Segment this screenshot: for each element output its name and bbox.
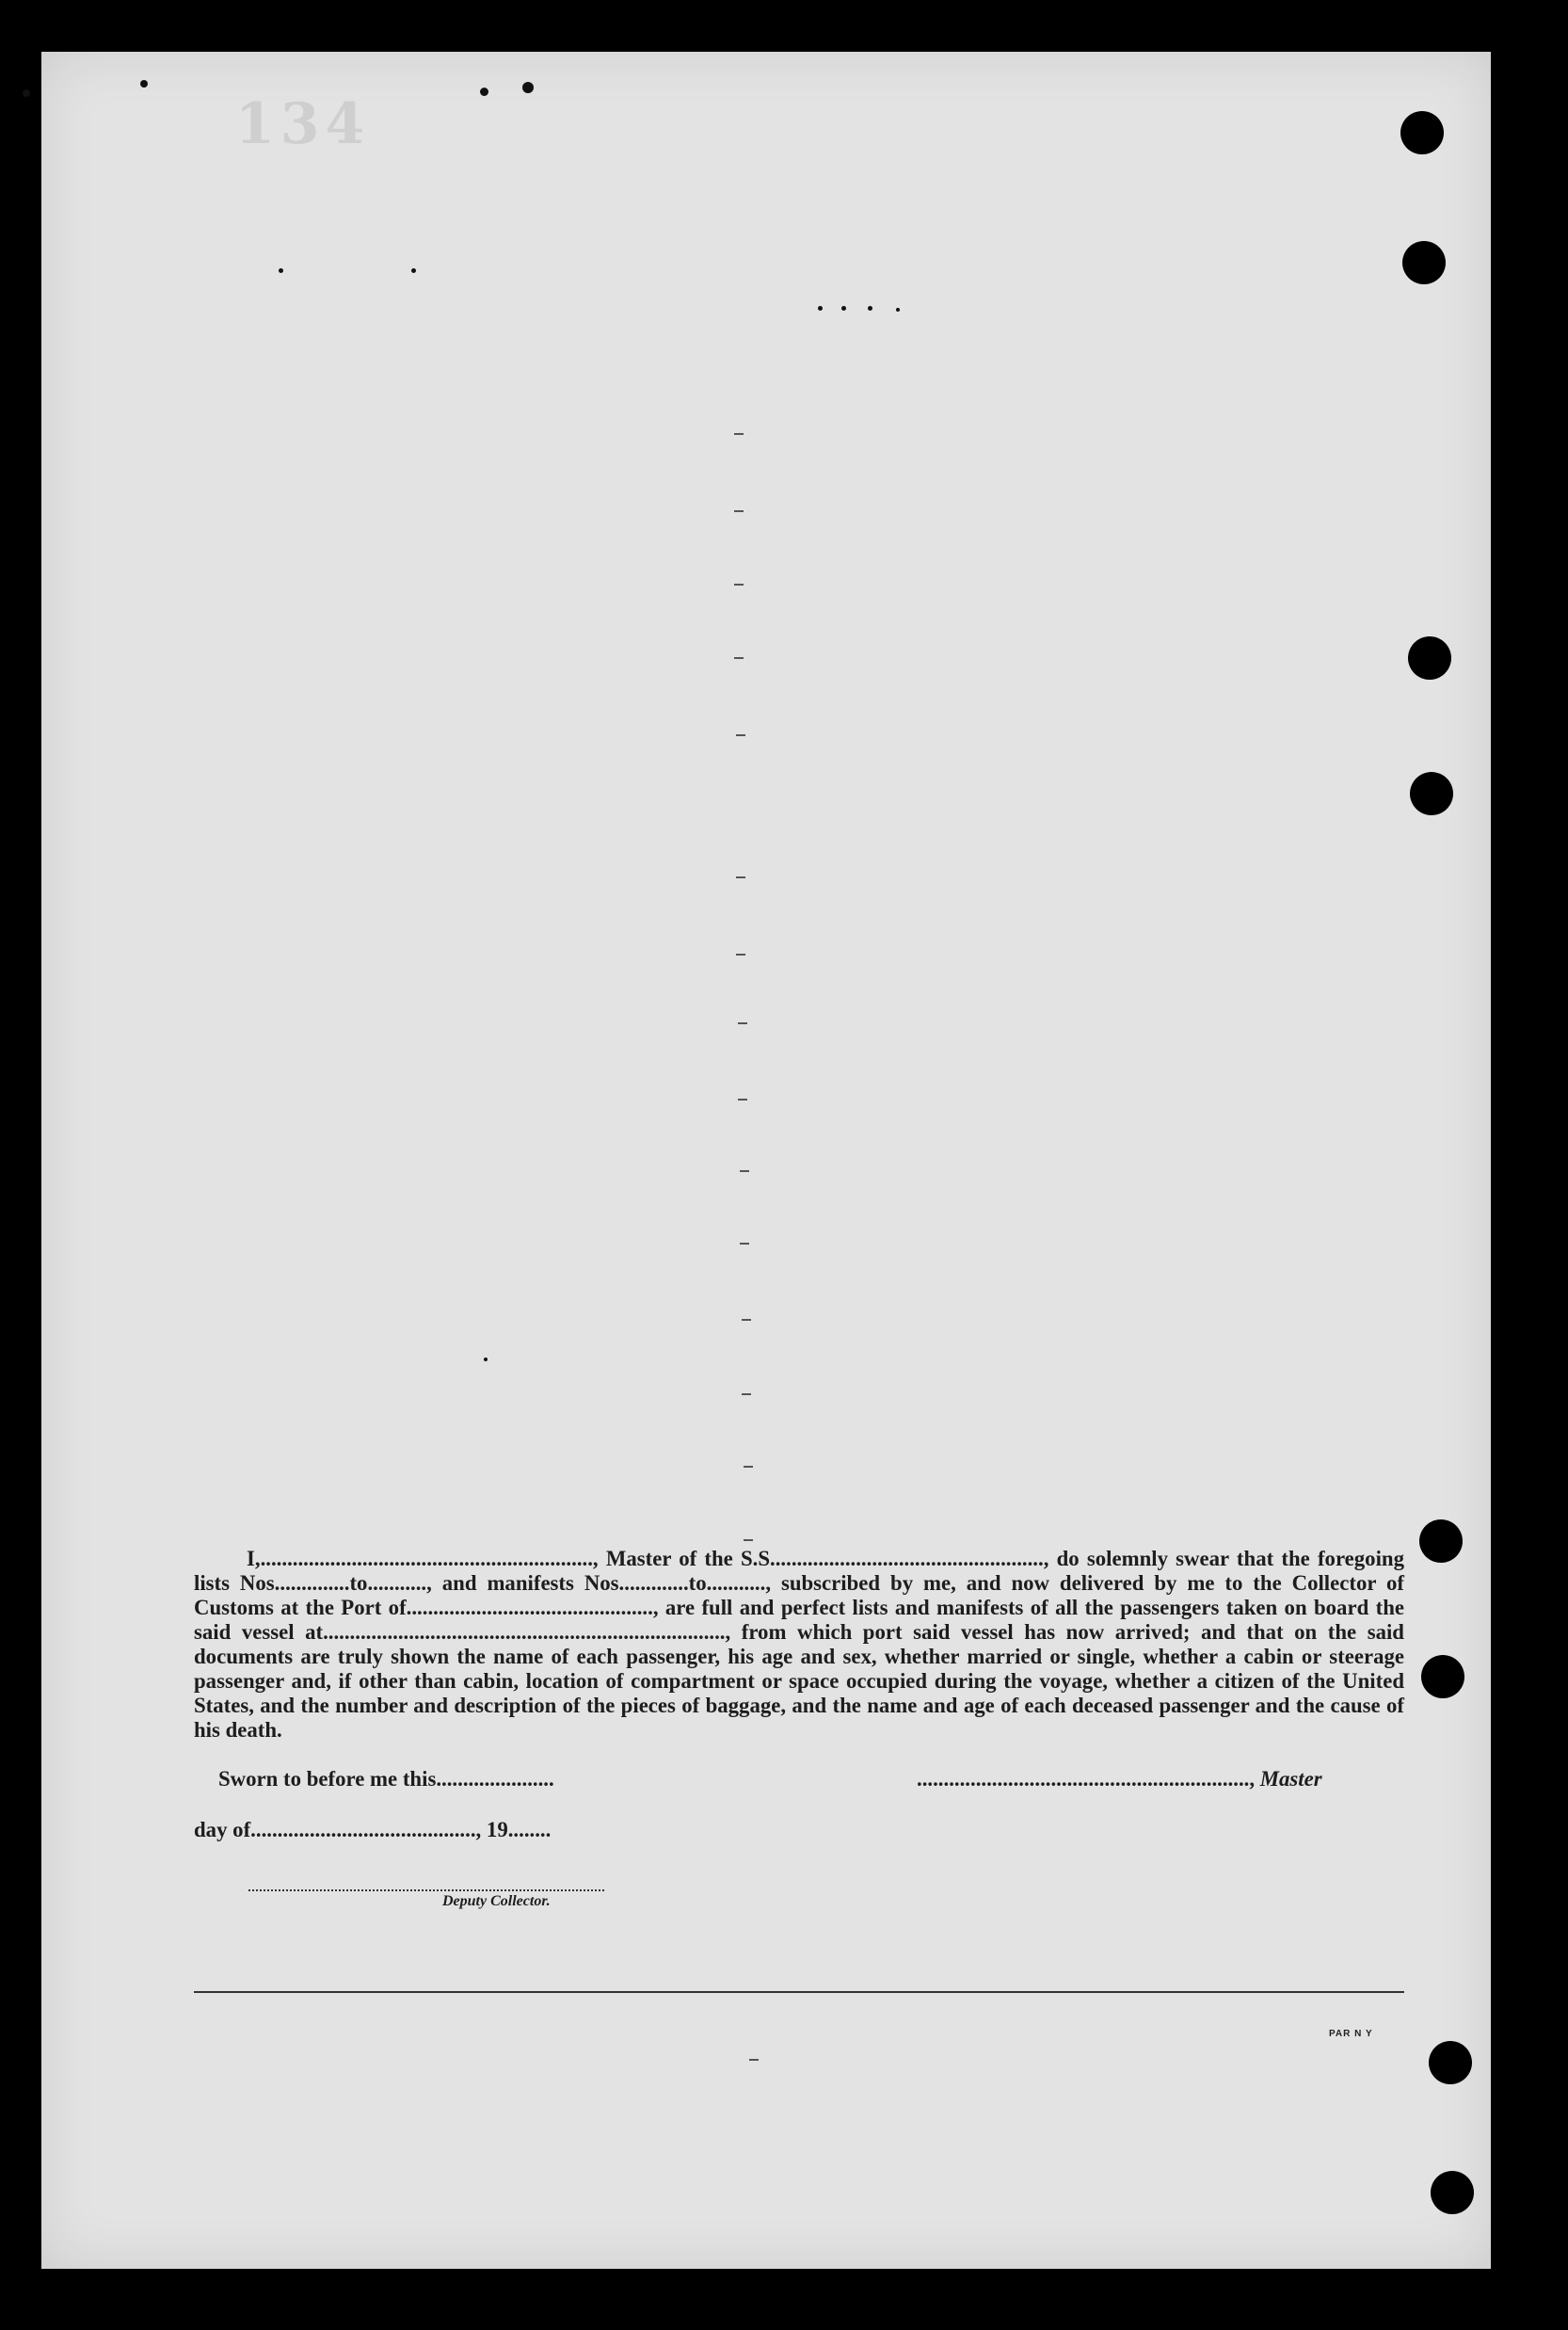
bleed-tick <box>740 1170 749 1172</box>
deputy-collector-label: Deputy Collector. <box>442 1893 551 1909</box>
punch-hole <box>1410 772 1453 815</box>
bleed-through-stamp-number: 134 <box>235 91 371 157</box>
speck <box>896 308 900 312</box>
master-label: Master <box>1259 1767 1322 1791</box>
speck <box>522 82 534 93</box>
bleed-tick <box>744 1466 753 1468</box>
bleed-tick <box>742 1319 751 1321</box>
speck <box>484 1358 488 1361</box>
speck <box>818 306 823 311</box>
day-of-label: day of.........................................., 19........ <box>194 1818 552 1841</box>
punch-hole <box>1429 2041 1472 2084</box>
printer-mark: PAR N Y <box>1329 2029 1373 2039</box>
manifest-sheet-back <box>41 52 1491 2269</box>
punch-hole <box>1400 111 1444 154</box>
speck <box>868 306 872 311</box>
bleed-tick <box>738 1099 747 1101</box>
bleed-tick <box>740 1243 749 1245</box>
speck <box>411 268 416 273</box>
speck <box>841 306 846 311</box>
oath-text: I,.............................................................., Master of the S.S..................................................., do solemnly swear that the foregoing lists Nos..............to..........., and manifests Nos.............to..........., subscribed by me, and now delivered by me to the Collector of Customs at the Port of.............................................., are full and perfect lists and manifests of all the passengers taken on board the said vessel at..........................................................................., from which port said vessel has now arrived; and that on the said documents are truly shown the name of each passenger, his age and sex, whether married or single, whether a cabin or steerage passenger and, if other than cabin, location of compartment or space occupied during the voyage, whether a citizen of the United States, and the number and description of the pieces of baggage, and the name and age of each deceased passenger and the cause of his death. <box>194 1547 1404 1742</box>
speck <box>140 80 148 88</box>
bleed-tick <box>749 2059 759 2061</box>
bleed-tick <box>734 657 744 659</box>
bleed-tick <box>742 1393 751 1395</box>
master-signature-dots: .............................................................., <box>917 1767 1256 1791</box>
master-signature-line <box>917 1767 1322 1792</box>
master-oath-paragraph <box>194 1547 1404 1743</box>
bleed-tick <box>738 1022 747 1024</box>
punch-hole <box>1408 636 1451 680</box>
bleed-tick <box>736 734 745 736</box>
bleed-tick <box>734 510 744 512</box>
bleed-tick <box>736 954 745 956</box>
punch-hole <box>1421 1655 1464 1698</box>
speck <box>23 89 30 97</box>
speck <box>480 88 488 96</box>
punch-hole <box>1402 241 1446 284</box>
punch-hole <box>1431 2171 1474 2214</box>
deputy-collector-signature-line <box>248 1889 604 1891</box>
footer-rule <box>194 1991 1404 1993</box>
speck <box>279 268 283 273</box>
bleed-tick <box>744 1539 753 1541</box>
bleed-tick <box>734 433 744 435</box>
sworn-before-label: Sworn to before me this...................... <box>218 1767 554 1791</box>
punch-hole <box>1419 1519 1463 1563</box>
bleed-tick <box>736 876 745 878</box>
bleed-tick <box>734 584 744 586</box>
